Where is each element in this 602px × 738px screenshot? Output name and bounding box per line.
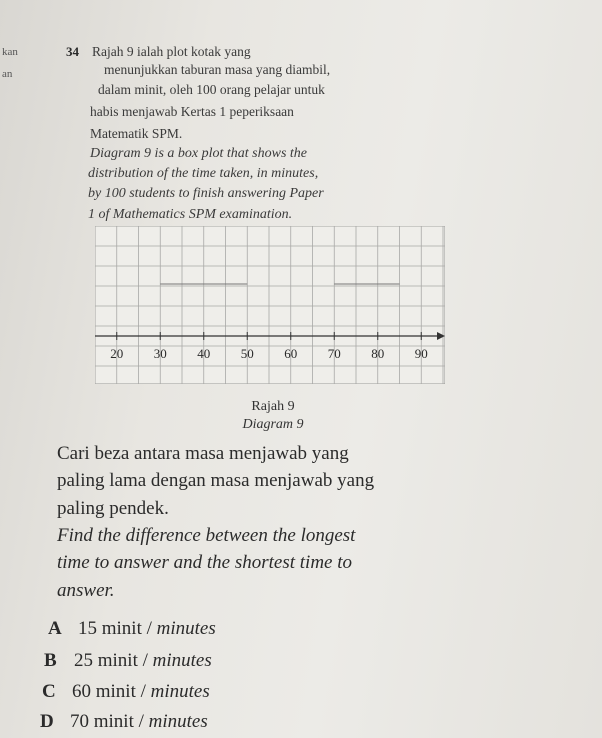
option-a[interactable] (48, 618, 216, 640)
option-malay: 25 minit / (74, 650, 148, 671)
option-c[interactable] (42, 681, 210, 703)
question-english-line: by 100 students to finish answering Paper (88, 186, 324, 201)
prompt-malay-line: paling pendek. (57, 498, 169, 519)
x-tick-label: 20 (110, 346, 124, 361)
x-tick-label: 80 (371, 346, 385, 361)
margin-fragment: an (2, 68, 13, 80)
option-letter: B (44, 650, 57, 671)
prompt-english-line: time to answer and the shortest time to (57, 552, 353, 573)
margin-fragment: kan (2, 46, 18, 58)
prompt-malay-line: paling lama dengan masa menjawab yang (57, 470, 375, 491)
grid (95, 226, 445, 384)
option-d[interactable] (40, 711, 208, 733)
question-malay-line: habis menjawab Kertas 1 peperiksaan (90, 104, 294, 119)
x-tick-label: 30 (153, 346, 167, 361)
question-malay-line: Matematik SPM. (90, 126, 183, 141)
question-english-line: 1 of Mathematics SPM examination. (88, 207, 293, 222)
question-number: 34 (66, 44, 79, 59)
prompt-english-line: Find the difference between the longest (57, 525, 356, 546)
option-english: minutes (150, 681, 210, 702)
question-malay-line: menunjukkan taburan masa yang diambil, (104, 62, 331, 77)
option-english: minutes (148, 711, 208, 732)
option-letter: C (42, 681, 56, 702)
box-plot-diagram (95, 226, 445, 384)
option-malay: 70 minit / (70, 711, 144, 732)
question-malay-line: dalam minit, oleh 100 orang pelajar untuk (98, 82, 325, 97)
option-letter: D (40, 711, 54, 732)
x-tick-label: 50 (240, 346, 254, 361)
diagram-caption-english: Diagram 9 (242, 417, 304, 432)
option-malay: 15 minit / (78, 618, 152, 639)
plot-area (95, 226, 445, 384)
x-tick-label: 60 (284, 346, 298, 361)
option-b[interactable] (44, 650, 212, 672)
x-tick-label: 70 (327, 346, 341, 361)
option-english: minutes (152, 650, 212, 671)
prompt-malay-line: Cari beza antara masa menjawab yang (57, 443, 349, 464)
question-english-line: distribution of the time taken, in minutes, (88, 166, 319, 181)
x-tick-label: 40 (197, 346, 211, 361)
option-english: minutes (156, 618, 216, 639)
question-english-line: Diagram 9 is a box plot that shows the (90, 146, 308, 161)
option-malay: 60 minit / (72, 681, 146, 702)
question-malay-line: Rajah 9 ialah plot kotak yang (92, 44, 251, 59)
diagram-caption-malay: Rajah 9 (251, 399, 295, 414)
option-letter: A (48, 618, 62, 639)
x-tick-label: 90 (414, 346, 428, 361)
prompt-english-line: answer. (57, 580, 115, 601)
